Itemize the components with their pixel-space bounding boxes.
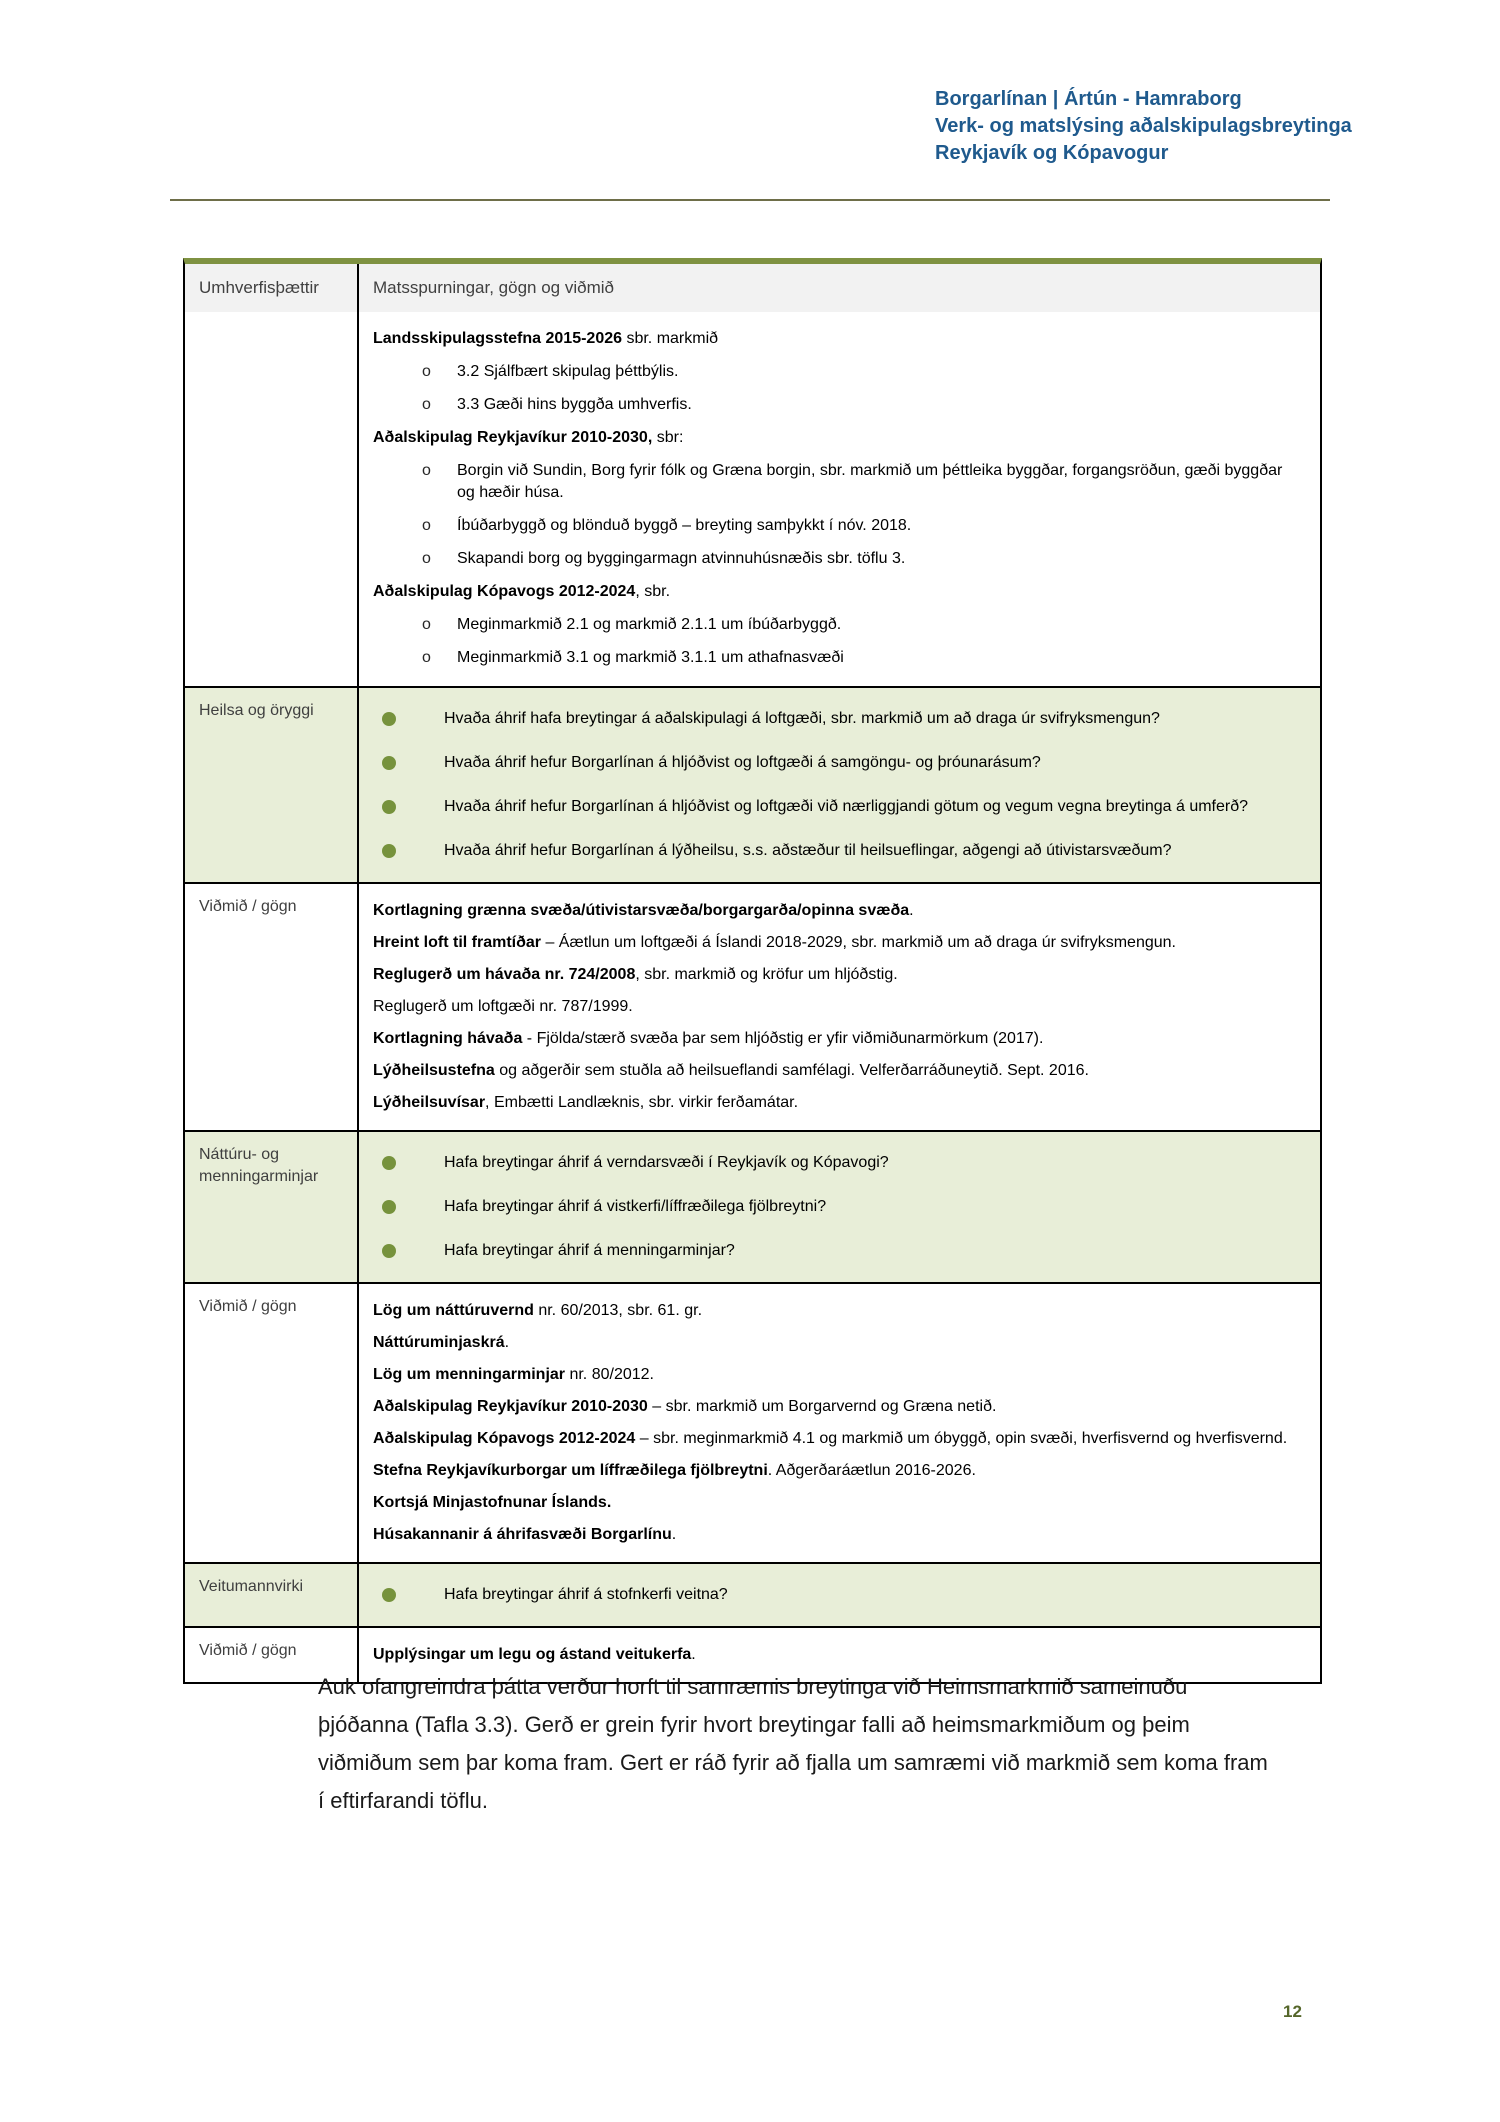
sub-bullet-item bbox=[422, 647, 1302, 669]
source-title: Lög um menningarminjar bbox=[373, 1366, 566, 1383]
source-line bbox=[373, 1332, 1302, 1354]
row-label: Veitumannvirki bbox=[199, 1578, 304, 1595]
source-detail: Reglugerð um loftgæði nr. 787/1999. bbox=[373, 998, 633, 1015]
source-detail: . bbox=[691, 1646, 696, 1663]
source-detail: nr. 60/2013, sbr. 61. gr. bbox=[533, 1302, 703, 1319]
sub-bullet-text: Borgin við Sundin, Borg fyrir fólk og Græna borgin, sbr. markmið um þéttleika byggðar, forgangsröðun, gæði byggðar og hæðir húsa. bbox=[457, 462, 1283, 501]
question-item bbox=[373, 1152, 1302, 1174]
question-text: Hafa breytingar áhrif á vistkerfi/líffræðilega fjölbreytni? bbox=[444, 1198, 827, 1215]
sub-bullet-item bbox=[422, 548, 1302, 570]
sub-bullet-text: Skapandi borg og byggingarmagn atvinnuhúsnæðis sbr. töflu 3. bbox=[457, 550, 906, 567]
row-content bbox=[357, 1132, 1320, 1282]
source-line bbox=[373, 964, 1302, 986]
table-row bbox=[185, 1562, 1320, 1626]
circle-bullet-icon: o bbox=[422, 462, 431, 479]
sub-bullet-text: 3.3 Gæði hins byggða umhverfis. bbox=[457, 396, 692, 413]
source-title: Hreint loft til framtíðar bbox=[373, 934, 542, 951]
source-line bbox=[373, 328, 1302, 350]
disc-bullet-icon bbox=[382, 844, 396, 858]
row-label: Viðmið / gögn bbox=[199, 1642, 297, 1659]
page-number: 12 bbox=[1283, 2002, 1302, 2021]
circle-bullet-icon: o bbox=[422, 649, 431, 666]
question-text: Hafa breytingar áhrif á menningarminjar? bbox=[444, 1242, 735, 1259]
disc-bullet-icon bbox=[382, 800, 396, 814]
header-line-title: Borgarlínan | Ártún - Hamraborg bbox=[935, 88, 1242, 110]
row-content bbox=[357, 688, 1320, 882]
question-text: Hvaða áhrif hefur Borgarlínan á hljóðvist og loftgæði á samgöngu- og þróunarásum? bbox=[444, 754, 1041, 771]
row-content bbox=[357, 1284, 1320, 1562]
row-label bbox=[185, 312, 357, 686]
source-detail: , Embætti Landlæknis, sbr. virkir ferðamátar. bbox=[485, 1094, 799, 1111]
source-detail: . bbox=[909, 902, 914, 919]
table-row bbox=[185, 686, 1320, 882]
row-content bbox=[357, 1564, 1320, 1626]
question-item bbox=[373, 1196, 1302, 1218]
source-title: Aðalskipulag Kópavogs 2012-2024 bbox=[373, 1430, 636, 1447]
source-detail: . bbox=[504, 1334, 510, 1351]
sub-bullet-item bbox=[422, 361, 1302, 383]
source-title: Landsskipulagsstefna 2015-2026 bbox=[373, 330, 623, 347]
disc-bullet-icon bbox=[382, 1244, 396, 1258]
source-title: Náttúruminjaskrá bbox=[373, 1334, 505, 1351]
circle-bullet-icon: o bbox=[422, 517, 431, 534]
sub-bullet-text: Íbúðarbyggð og blönduð byggð – breyting samþykkt í nóv. 2018. bbox=[457, 517, 912, 534]
source-line bbox=[373, 1396, 1302, 1418]
source-title: Kortlagning hávaða bbox=[373, 1030, 523, 1047]
row-content bbox=[357, 884, 1320, 1130]
source-line bbox=[373, 1492, 1302, 1514]
disc-bullet-icon bbox=[382, 756, 396, 770]
document-header bbox=[935, 86, 1352, 167]
source-title: Upplýsingar um legu og ástand veitukerfa bbox=[373, 1646, 692, 1663]
source-line bbox=[373, 1028, 1302, 1050]
source-line bbox=[373, 1460, 1302, 1482]
source-title: Kortlagning grænna svæða/útivistarsvæða/borgargarða/opinna svæða bbox=[373, 902, 910, 919]
table-row bbox=[185, 312, 1320, 686]
row-label: Viðmið / gögn bbox=[199, 1298, 297, 1315]
header-line-municipalities: Reykjavík og Kópavogur bbox=[935, 142, 1169, 164]
sub-bullet-text: Meginmarkmið 3.1 og markmið 3.1.1 um athafnasvæði bbox=[457, 649, 844, 666]
circle-bullet-icon: o bbox=[422, 616, 431, 633]
source-detail: sbr: bbox=[652, 429, 684, 446]
source-detail: – sbr. meginmarkmið 4.1 og markmið um óbyggð, opin svæði, hverfisvernd og hverfisvernd. bbox=[635, 1430, 1288, 1447]
source-line bbox=[373, 1644, 1302, 1666]
source-title: Húsakannanir á áhrifasvæði Borgarlínu bbox=[373, 1526, 672, 1543]
question-text: Hafa breytingar áhrif á stofnkerfi veitna? bbox=[444, 1586, 728, 1603]
row-label: Náttúru- og menningarminjar bbox=[199, 1146, 319, 1185]
sub-bullet-text: Meginmarkmið 2.1 og markmið 2.1.1 um íbúðarbyggð. bbox=[457, 616, 842, 633]
source-line bbox=[373, 996, 1302, 1018]
source-line bbox=[373, 1300, 1302, 1322]
source-title: Aðalskipulag Reykjavíkur 2010-2030, bbox=[373, 429, 653, 446]
source-line bbox=[373, 1364, 1302, 1386]
source-title: Aðalskipulag Reykjavíkur 2010-2030 bbox=[373, 1398, 648, 1415]
circle-bullet-icon: o bbox=[422, 363, 431, 380]
disc-bullet-icon bbox=[382, 1200, 396, 1214]
source-detail: – Áætlun um loftgæði á Íslandi 2018-2029, sbr. markmið um að draga úr svifryksmengun. bbox=[541, 934, 1176, 951]
row-label: Viðmið / gögn bbox=[199, 898, 297, 915]
source-detail: . Aðgerðaráætlun 2016-2026. bbox=[767, 1462, 976, 1479]
sub-bullet-item bbox=[422, 394, 1302, 416]
circle-bullet-icon: o bbox=[422, 550, 431, 567]
source-title: Lýðheilsuvísar bbox=[373, 1094, 486, 1111]
source-detail: , sbr. markmið og kröfur um hljóðstig. bbox=[635, 966, 898, 983]
source-title: Aðalskipulag Kópavogs 2012-2024 bbox=[373, 583, 636, 600]
table-row bbox=[185, 882, 1320, 1130]
question-item bbox=[373, 796, 1302, 818]
header-line-subtitle: Verk- og matslýsing aðalskipulagsbreytinga bbox=[935, 115, 1352, 137]
source-line bbox=[373, 581, 1302, 603]
source-line bbox=[373, 1060, 1302, 1082]
source-detail: sbr. markmið bbox=[622, 330, 719, 347]
disc-bullet-icon bbox=[382, 1156, 396, 1170]
question-text: Hvaða áhrif hafa breytingar á aðalskipulagi á loftgæði, sbr. markmið um að draga úr svifryksmengun? bbox=[444, 710, 1160, 727]
source-detail: , sbr. bbox=[635, 583, 671, 600]
source-detail: – sbr. markmið um Borgarvernd og Græna netið. bbox=[647, 1398, 997, 1415]
table-row bbox=[185, 1282, 1320, 1562]
source-detail: og aðgerðir sem stuðla að heilsueflandi samfélagi. Velferðarráðuneytið. Sept. 2016. bbox=[494, 1062, 1089, 1079]
body-paragraph: Auk ofangreindra þátta verður horft til samræmis breytinga við Heimsmarkmið sameinuðu þjóðanna (Tafla 3.3). Gerð er grein fyrir hvort breytingar falli að heimsmarkmiðum og þeim viðmiðum sem þar koma fram. Gert er ráð fyrir að fjalla um samræmi við markmið sem koma fram í eftirfarandi töflu. bbox=[318, 1674, 1268, 1813]
source-line bbox=[373, 1428, 1302, 1450]
table-header-row bbox=[185, 264, 1320, 312]
column-header-matsspurningar: Matsspurningar, gögn og viðmið bbox=[357, 264, 1320, 312]
source-detail: . bbox=[671, 1526, 677, 1543]
source-title: Kortsjá Minjastofnunar Íslands. bbox=[373, 1494, 612, 1511]
source-detail: - Fjölda/stærð svæða þar sem hljóðstig er yfir viðmiðunarmörkum (2017). bbox=[522, 1030, 1044, 1047]
disc-bullet-icon bbox=[382, 712, 396, 726]
source-line bbox=[373, 427, 1302, 449]
source-title: Lög um náttúruvernd bbox=[373, 1302, 534, 1319]
question-text: Hvaða áhrif hefur Borgarlínan á lýðheilsu, s.s. aðstæður til heilsueflingar, aðgengi að útivistarsvæðum? bbox=[444, 842, 1172, 859]
row-label: Heilsa og öryggi bbox=[199, 702, 314, 719]
sub-bullet-item bbox=[422, 515, 1302, 537]
sub-bullet-item bbox=[422, 460, 1302, 504]
source-line bbox=[373, 900, 1302, 922]
table-row bbox=[185, 1130, 1320, 1282]
question-item bbox=[373, 752, 1302, 774]
source-detail: nr. 80/2012. bbox=[565, 1366, 654, 1383]
environment-assessment-table bbox=[183, 258, 1322, 1684]
sub-bullet-item bbox=[422, 614, 1302, 636]
question-item bbox=[373, 1240, 1302, 1262]
row-content bbox=[357, 312, 1320, 686]
source-title: Reglugerð um hávaða nr. 724/2008 bbox=[373, 966, 636, 983]
question-text: Hafa breytingar áhrif á verndarsvæði í Reykjavík og Kópavogi? bbox=[444, 1154, 889, 1171]
source-line bbox=[373, 1524, 1302, 1546]
column-header-umhverfisthaettir: Umhverfisþættir bbox=[199, 278, 319, 297]
question-item bbox=[373, 708, 1302, 730]
question-item bbox=[373, 840, 1302, 862]
source-title: Stefna Reykjavíkurborgar um líffræðilega fjölbreytni bbox=[373, 1462, 768, 1479]
disc-bullet-icon bbox=[382, 1588, 396, 1602]
source-line bbox=[373, 932, 1302, 954]
header-divider-line bbox=[170, 199, 1330, 201]
source-title: Lýðheilsustefna bbox=[373, 1062, 495, 1079]
circle-bullet-icon: o bbox=[422, 396, 431, 413]
table-body bbox=[185, 312, 1320, 1682]
source-line bbox=[373, 1092, 1302, 1114]
question-text: Hvaða áhrif hefur Borgarlínan á hljóðvist og loftgæði við nærliggjandi götum og vegum vegna breytinga á umferð? bbox=[444, 798, 1249, 815]
sub-bullet-text: 3.2 Sjálfbært skipulag þéttbýlis. bbox=[457, 363, 679, 380]
question-item bbox=[373, 1584, 1302, 1606]
